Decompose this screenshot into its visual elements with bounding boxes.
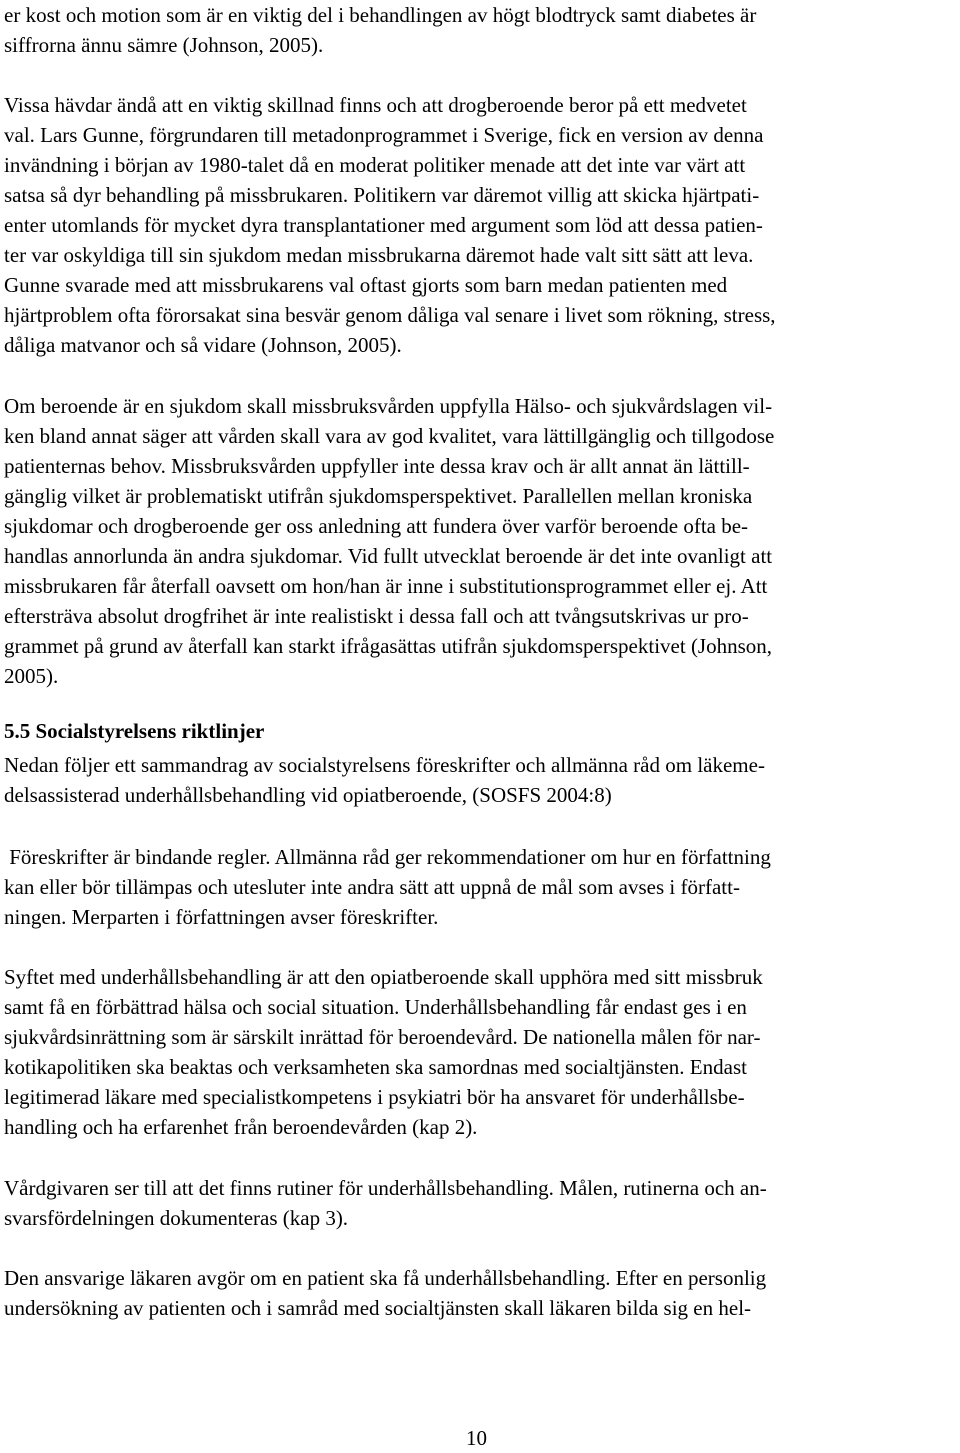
paragraph-4: [4, 750, 960, 810]
text-line: gänglig vilket är problematiskt utifrån sjukdomsperspektivet. Parallellen mellan kroniska: [4, 484, 753, 508]
text-line: svarsfördelningen dokumenteras (kap 3).: [4, 1206, 349, 1230]
paragraph-7: [4, 1173, 960, 1233]
text-line: handlas annorlunda än andra sjukdomar. Vid fullt utvecklat beroende är det inte ovanligt att: [4, 544, 773, 568]
text-line: delsassisterad underhållsbehandling vid opiatberoende, (SOSFS 2004:8): [4, 783, 612, 807]
text-line: invändning i början av 1980-talet då en moderat politiker menade att det inte var värt att: [4, 153, 746, 177]
text-line: kotikapolitiken ska beaktas och verksamheten ska samordnas med socialtjänsten. Endast: [4, 1055, 747, 1079]
text-line: Gunne svarade med att missbrukarens val oftast gjorts som barn medan patienten med: [4, 273, 728, 297]
text-line: patienternas behov. Missbruksvården uppfyller inte dessa krav och är allt annat än lättill-: [4, 454, 750, 478]
section-heading: 5.5 Socialstyrelsens riktlinjer: [4, 719, 265, 743]
text-line: eftersträva absolut drogfrihet är inte realistiskt i dessa fall och att tvångsutskrivas ur pro-: [4, 604, 749, 628]
paragraph-2: [4, 90, 960, 360]
text-line: ningen. Merparten i författningen avser föreskrifter.: [4, 905, 439, 929]
text-line: satsa så dyr behandling på missbrukaren. Politikern var däremot villig att skicka hjärtpati-: [4, 183, 760, 207]
text-line: Föreskrifter är bindande regler. Allmänna råd ger rekommendationer om hur en författning: [4, 845, 771, 869]
paragraph-8: [4, 1263, 960, 1323]
text-line: grammet på grund av återfall kan starkt ifrågasättas utifrån sjukdomsperspektivet (Johnson,: [4, 634, 773, 658]
page-number: 10: [466, 1426, 487, 1450]
paragraph-6: [4, 962, 960, 1142]
text-line: enter utomlands för mycket dyra transplantationer med argument som löd att dessa patien-: [4, 213, 763, 237]
text-line: Nedan följer ett sammandrag av socialstyrelsens föreskrifter och allmänna råd om läkeme-: [4, 753, 765, 777]
text-line: ter var oskyldiga till sin sjukdom medan missbrukarna däremot hade valt sitt sätt att leva.: [4, 243, 754, 267]
text-line: ken bland annat säger att vården skall vara av god kvalitet, vara lättillgänglig och tillgodose: [4, 424, 775, 448]
text-line: kan eller bör tillämpas och utesluter inte andra sätt att uppnå de mål som avses i författ-: [4, 875, 740, 899]
text-line: dåliga matvanor och så vidare (Johnson, 2005).: [4, 333, 402, 357]
paragraph-3: [4, 391, 960, 691]
text-line: Vårdgivaren ser till att det finns rutiner för underhållsbehandling. Målen, rutinerna och an-: [4, 1176, 767, 1200]
text-line: Om beroende är en sjukdom skall missbruksvården uppfylla Hälso- och sjukvårdslagen vil-: [4, 394, 773, 418]
text-line: 2005).: [4, 664, 59, 688]
text-line: sjukdomar och drogberoende ger oss anledning att fundera över varför beroende ofta be-: [4, 514, 749, 538]
text-line: missbrukaren får återfall oavsett om hon/han är inne i substitutionsprogrammet eller ej. Att: [4, 574, 768, 598]
text-line: hjärtproblem ofta förorsakat sina besvär genom dåliga val senare i livet som rökning, stress,: [4, 303, 776, 327]
text-line: siffrorna ännu sämre (Johnson, 2005).: [4, 33, 324, 57]
text-line: legitimerad läkare med specialistkompetens i psykiatri bör ha ansvaret för underhållsbe-: [4, 1085, 745, 1109]
text-line: Den ansvarige läkaren avgör om en patient ska få underhållsbehandling. Efter en personlig: [4, 1266, 767, 1290]
text-line: sjukvårdsinrättning som är särskilt inrättad för beroendevård. De nationella målen för nar-: [4, 1025, 761, 1049]
text-line: val. Lars Gunne, förgrundaren till metadonprogrammet i Sverige, fick en version av denna: [4, 123, 764, 147]
text-line: handling och ha erfarenhet från beroendevården (kap 2).: [4, 1115, 478, 1139]
text-line: undersökning av patienten och i samråd med socialtjänsten skall läkaren bilda sig en hel-: [4, 1296, 752, 1320]
text-line: Vissa hävdar ändå att en viktig skillnad finns och att drogberoende beror på ett medvetet: [4, 93, 747, 117]
paragraph-5: [4, 842, 960, 932]
text-line: er kost och motion som är en viktig del i behandlingen av högt blodtryck samt diabetes är: [4, 3, 757, 27]
text-line: samt få en förbättrad hälsa och social situation. Underhållsbehandling får endast ges i en: [4, 995, 747, 1019]
paragraph-1: [4, 0, 960, 60]
text-line: Syftet med underhållsbehandling är att den opiatberoende skall upphöra med sitt missbruk: [4, 965, 763, 989]
